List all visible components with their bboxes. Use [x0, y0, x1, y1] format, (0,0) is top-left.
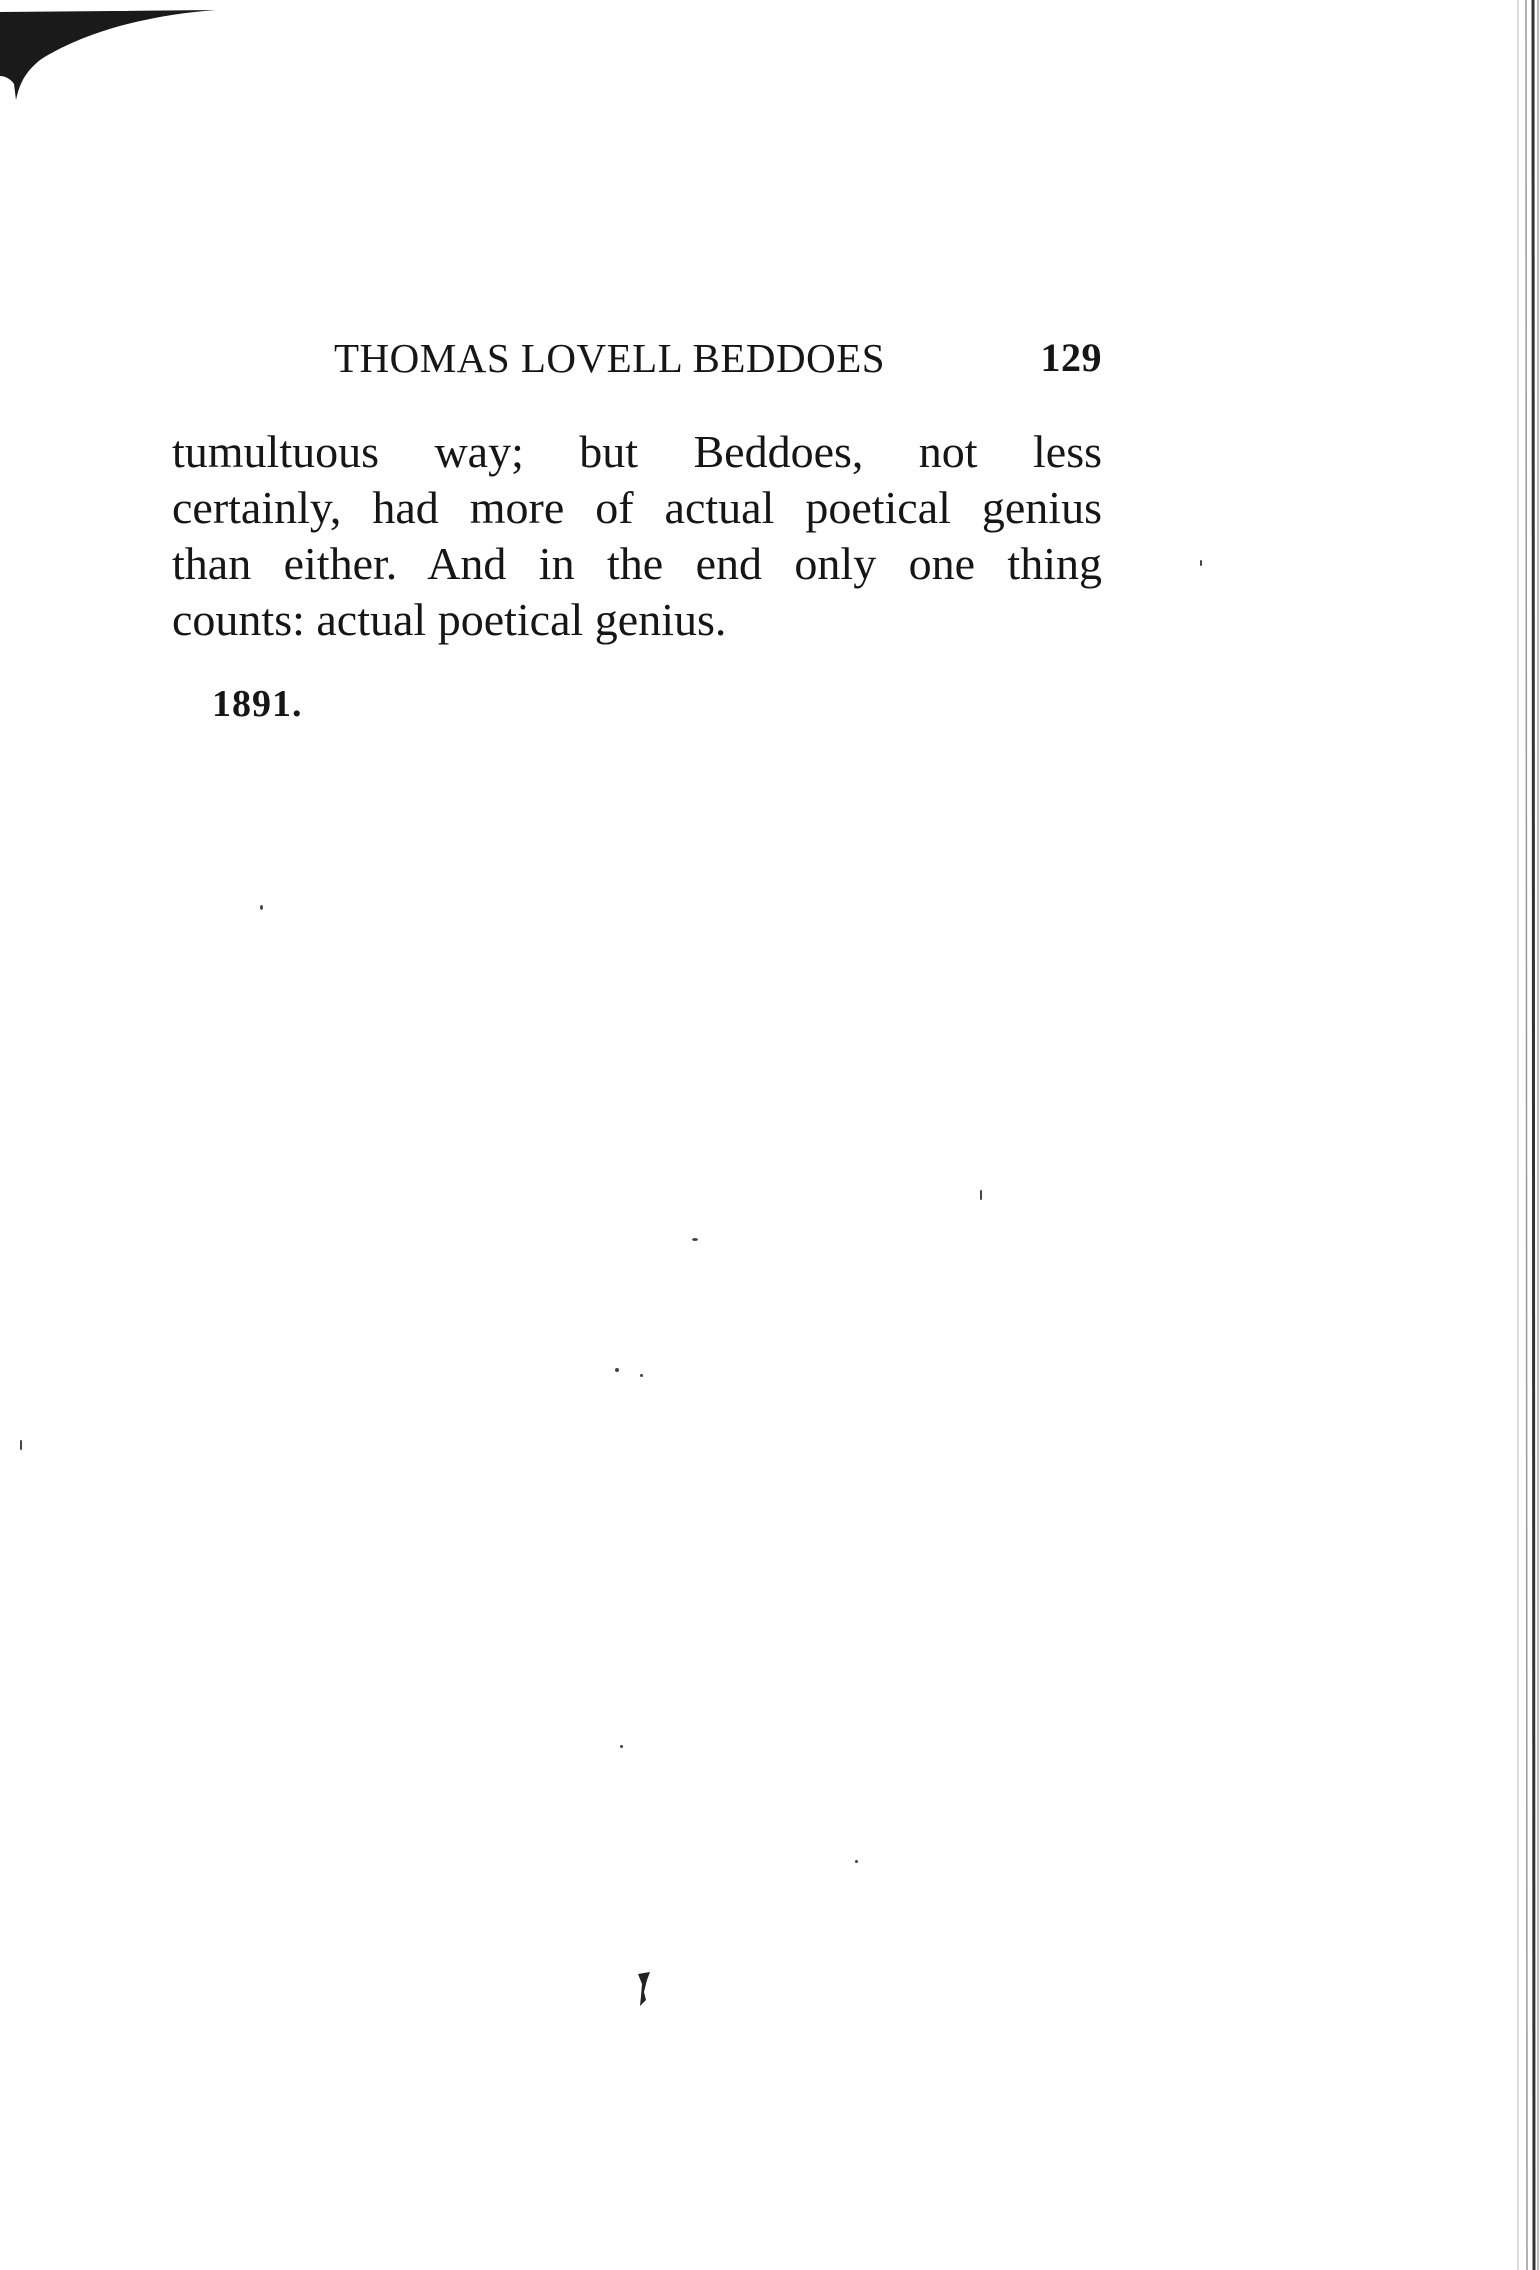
- paper-speck: [1200, 560, 1202, 566]
- paper-speck: [855, 1860, 858, 1863]
- text-line: tumultuous way; but Beddoes, not less: [172, 426, 1102, 477]
- running-head-title: THOMAS LOVELL BEDDOES: [334, 335, 886, 381]
- running-head: [334, 333, 1102, 383]
- essay-date: 1891.: [212, 683, 303, 725]
- corner-ink-mark: [0, 0, 230, 110]
- text-line: certainly, had more of actual poetical genius: [172, 482, 1102, 533]
- text-line: counts: actual poetical genius.: [172, 594, 727, 645]
- page-edge-shadow: [1500, 0, 1540, 2270]
- paper-speck: [620, 1745, 623, 1748]
- paper-speck: [20, 1440, 22, 1450]
- paper-speck: [980, 1190, 982, 1200]
- ink-blot: [632, 1970, 656, 2010]
- paper-speck: [260, 905, 263, 910]
- paper-speck: [692, 1238, 698, 1241]
- text-line: than either. And in the end only one thing: [172, 538, 1102, 589]
- paper-speck: [615, 1368, 619, 1372]
- body-text: [172, 424, 1102, 648]
- page-number: 129: [1040, 335, 1102, 380]
- paper-speck: [640, 1374, 643, 1377]
